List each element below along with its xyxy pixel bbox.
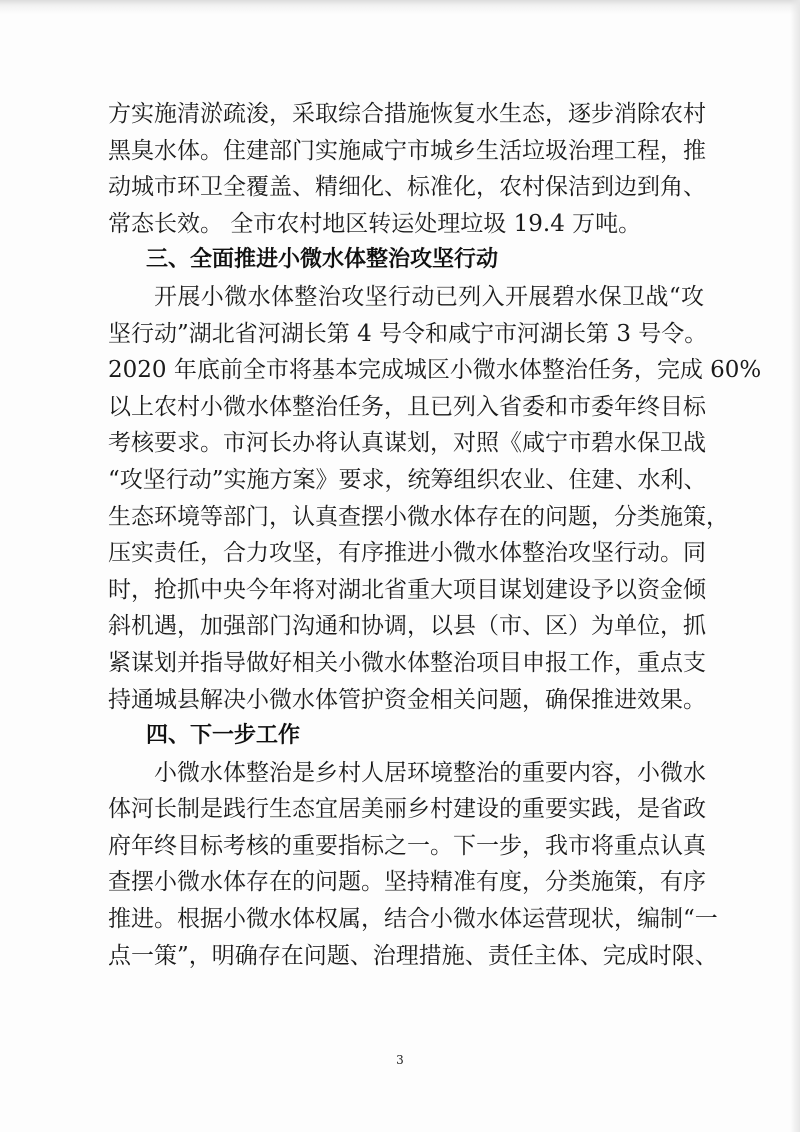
body-line: 坚行动”湖北省河湖长第 4 号令和咸宁市河湖长第 3 号令。 xyxy=(108,320,708,347)
body-line: 推进。根据小微水体权属，结合小微水体运营现状，编制“一 xyxy=(108,906,718,933)
section-heading-3: 三、全面推进小微水体整治攻坚行动 xyxy=(146,247,499,273)
body-line: 紧谋划并指导做好相关小微水体整治项目申报工作，重点支 xyxy=(108,649,706,676)
scan-right-edge xyxy=(790,0,800,1132)
body-line: 方实施清淤疏浚，采取综合措施恢复水生态，逐步消除农村 xyxy=(108,101,706,127)
section-heading-4: 四、下一步工作 xyxy=(146,723,301,749)
body-line: 查摆小微水体存在的问题。坚持精准有度，分类施策，有序 xyxy=(108,869,706,896)
body-line: 点一策”，明确存在问题、治理措施、责任主体、完成时限、 xyxy=(108,942,718,969)
body-line: 常态长效。 全市农村地区转运处理垃圾 19.4 万吨。 xyxy=(108,210,642,237)
body-line: 斜机遇，加强部门沟通和协调，以县（市、区）为单位，抓 xyxy=(108,613,706,640)
body-line: 考核要求。市河长办将认真谋划，对照《咸宁市碧水保卫战 xyxy=(108,430,706,457)
page-number: 3 xyxy=(396,1053,404,1067)
body-line: 压实责任，合力攻坚，有序推进小微水体整治攻坚行动。同 xyxy=(108,540,706,567)
body-line: 开展小微水体整治攻坚行动已列入开展碧水保卫战“攻 xyxy=(154,283,704,310)
body-line: 小微水体整治是乡村人居环境整治的重要内容，小微水 xyxy=(154,759,706,786)
scan-top-edge xyxy=(0,0,800,14)
body-line: 时，抢抓中央今年将对湖北省重大项目谋划建设予以资金倾 xyxy=(108,576,706,603)
body-line: “攻坚行动”实施方案》要求，统筹组织农业、住建、水利、 xyxy=(108,466,707,493)
document-body xyxy=(108,96,762,974)
body-line: 生态环境等部门，认真查摆小微水体存在的问题，分类施策， xyxy=(108,503,729,530)
body-line: 府年终目标考核的重要指标之一。下一步，我市将重点认真 xyxy=(108,832,706,859)
body-line: 以上农村小微水体整治任务，且已列入省委和市委年终目标 xyxy=(108,393,706,420)
body-line: 动城市环卫全覆盖、精细化、标准化，农村保洁到边到角、 xyxy=(108,174,706,201)
body-line: 2020 年底前全市将基本完成城区小微水体整治任务，完成 60% xyxy=(108,357,762,384)
body-line: 持通城县解决小微水体管护资金相关问题，确保推进效果。 xyxy=(108,686,706,713)
body-line: 体河长制是践行生态宜居美丽乡村建设的重要实践，是省政 xyxy=(108,796,706,823)
body-line: 黑臭水体。住建部门实施咸宁市城乡生活垃圾治理工程，推 xyxy=(108,137,706,164)
